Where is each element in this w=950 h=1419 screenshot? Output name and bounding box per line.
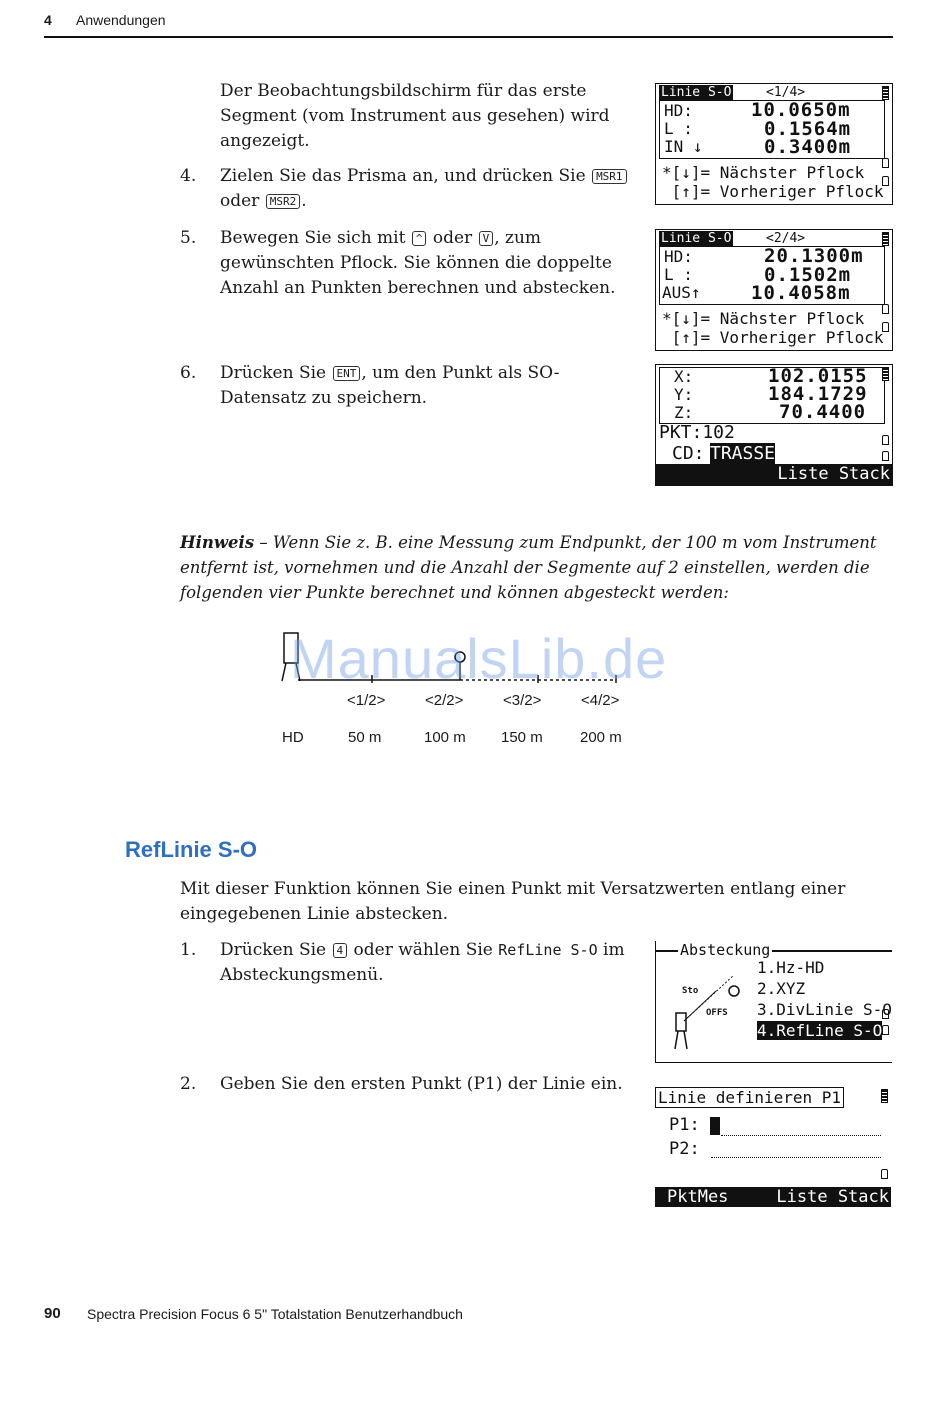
ent-key: ENT xyxy=(333,366,361,381)
distance-label: 150 m xyxy=(501,729,543,746)
z-value: 70.4400 xyxy=(779,401,867,423)
lcd-screen-coordinates xyxy=(655,364,893,486)
segment-label: <3/2> xyxy=(503,692,542,709)
menu-item-divlinie[interactable]: 3.DivLinie S-O xyxy=(757,1000,892,1019)
hd-value: 10.0650m xyxy=(751,99,851,121)
screen-title: Linie S-O xyxy=(661,85,732,100)
segment-label: <2/2> xyxy=(425,692,464,709)
step-number: 2. xyxy=(180,1074,197,1094)
menu-item-xyz[interactable]: 2.XYZ xyxy=(757,979,806,998)
softkey-pktmes[interactable]: PktMes xyxy=(667,1187,729,1207)
z-label: Z: xyxy=(674,403,694,422)
step-6-text: Drücken Sie ENT , um den Punkt als SO-Datensatz zu speichern. xyxy=(220,363,560,408)
lcd-screen-linie-2 xyxy=(655,229,893,351)
menu-item-hz-hd[interactable]: 1.Hz-HD xyxy=(757,958,825,977)
hint-next: *[↓]= Nächster Pflock xyxy=(662,163,865,182)
step-number: 5. xyxy=(180,228,197,248)
hd-row-label: HD xyxy=(282,729,304,746)
menu-item-refline-selected[interactable]: 4.RefLine S-O xyxy=(757,1021,883,1040)
text-cursor xyxy=(710,1117,720,1135)
lock-icon xyxy=(881,1169,888,1179)
hint-prev: [↑]= Vorheriger Pflock xyxy=(662,328,884,347)
battery-icon xyxy=(882,367,889,381)
cd-value: TRASSE xyxy=(710,443,776,464)
p2-label: P2: xyxy=(669,1139,700,1159)
menu-code: RefLine S-O xyxy=(498,941,598,959)
screen-title: Linie definieren P1 xyxy=(655,1087,844,1108)
menu-title: Absteckung xyxy=(680,941,771,959)
screen-page: <2/4> xyxy=(766,231,806,246)
hd-label: HD: xyxy=(664,101,693,120)
note-label: Hinweis xyxy=(180,533,255,552)
section-title: RefLinie S-O xyxy=(125,837,258,862)
l-value: 0.1564m xyxy=(764,118,852,140)
note xyxy=(180,530,895,605)
chapter-number: 4 xyxy=(44,12,52,28)
segment-label: <4/2> xyxy=(581,692,620,709)
battery-icon xyxy=(882,232,889,246)
header-rule xyxy=(44,36,893,38)
p2-input[interactable] xyxy=(711,1157,881,1158)
hint-prev: [↑]= Vorheriger Pflock xyxy=(662,182,884,201)
step-5-text: Bewegen Sie sich mit ^ oder V , zum gewünschten Pflock. Sie können die doppelte Anzahl an Punkten berechnen und abstecken. xyxy=(220,228,616,298)
chapter-title: Anwendungen xyxy=(76,12,166,28)
step-number: 6. xyxy=(180,363,197,383)
intro-text: Der Beobachtungsbildschirm für das erste Segment (vom Instrument aus gesehen) wird angezeigt. xyxy=(220,81,610,151)
pkt-field: PKT:102 xyxy=(659,422,735,443)
softkey-liste-stack: Liste Stack xyxy=(777,464,890,484)
cd-label: CD: xyxy=(672,443,705,464)
l-value: 0.1502m xyxy=(764,264,852,286)
lock-icon xyxy=(882,1009,889,1019)
section-intro: Mit dieser Funktion können Sie einen Punkt mit Versatzwerten entlang einer eingegebenen Linie abstecken. xyxy=(180,879,846,924)
sto-label: Sto xyxy=(682,986,699,996)
lock-icon xyxy=(882,158,889,168)
y-value: 184.1729 xyxy=(768,383,868,405)
hint-next: *[↓]= Nächster Pflock xyxy=(662,309,865,328)
in-label: IN ↓ xyxy=(664,137,703,156)
step-number: 4. xyxy=(180,166,197,186)
offs-label: OFFS xyxy=(706,1008,728,1018)
lock-icon xyxy=(882,1025,889,1035)
distance-label: 200 m xyxy=(580,729,622,746)
lock-icon xyxy=(882,451,889,461)
segment-label: <1/2> xyxy=(347,692,386,709)
step-4-text: Zielen Sie das Prisma an, und drücken Sie MSR1 oder MSR2 . xyxy=(220,164,630,214)
ref-step-2-text: Geben Sie den ersten Punkt (P1) der Linie ein. xyxy=(220,1074,623,1094)
note-text: – Wenn Sie z. B. eine Messung zum Endpunkt, der 100 m vom Instrument entfernt ist, vornehmen und die Anzahl der Segmente auf 2 einstellen, werden die folgenden vier Punkte berechnet und können abgesteckt werden: xyxy=(180,533,877,602)
watermark: ManualsLib.de xyxy=(290,627,668,690)
ref-step-1-text: Drücken Sie 4 oder wählen Sie RefLine S-O im Absteckungsmenü. xyxy=(220,940,625,985)
lock-icon xyxy=(882,435,889,445)
distance-label: 100 m xyxy=(424,729,466,746)
p1-input[interactable] xyxy=(721,1135,881,1136)
lock-icon xyxy=(882,304,889,314)
aus-label: AUS↑ xyxy=(662,283,701,302)
hd-label: HD: xyxy=(664,247,693,266)
y-label: Y: xyxy=(674,385,694,404)
hd-value: 20.1300m xyxy=(764,245,864,267)
step-number: 1. xyxy=(180,940,197,960)
softkey-bar xyxy=(656,464,892,485)
l-label: L : xyxy=(664,119,693,138)
msr2-key: MSR2 xyxy=(266,194,301,209)
key-4: 4 xyxy=(333,943,348,958)
page-number: 90 xyxy=(44,1305,61,1322)
x-value: 102.0155 xyxy=(768,365,868,387)
msr1-key: MSR1 xyxy=(592,169,627,184)
screen-title: Linie S-O xyxy=(661,231,732,246)
l-label: L : xyxy=(664,265,693,284)
p1-label: P1: xyxy=(669,1115,700,1135)
up-key: ^ xyxy=(412,231,427,246)
aus-value: 10.4058m xyxy=(751,282,851,304)
softkey-liste-stack[interactable]: Liste Stack xyxy=(776,1187,889,1207)
x-label: X: xyxy=(674,367,694,386)
in-value: 0.3400m xyxy=(764,136,852,158)
footer-title: Spectra Precision Focus 6 5" Totalstation Benutzerhandbuch xyxy=(87,1306,463,1322)
softkey-bar xyxy=(655,1187,891,1207)
lcd-screen-absteckung xyxy=(655,941,892,1063)
distance-label: 50 m xyxy=(348,729,382,746)
lcd-screen-linie-definieren xyxy=(655,1087,891,1207)
battery-icon xyxy=(882,86,889,100)
lcd-screen-linie-1 xyxy=(655,83,893,205)
battery-icon xyxy=(881,1089,888,1103)
lock-icon xyxy=(882,176,889,186)
lock-icon xyxy=(882,322,889,332)
down-key: V xyxy=(479,231,494,246)
screen-page: <1/4> xyxy=(766,85,806,100)
